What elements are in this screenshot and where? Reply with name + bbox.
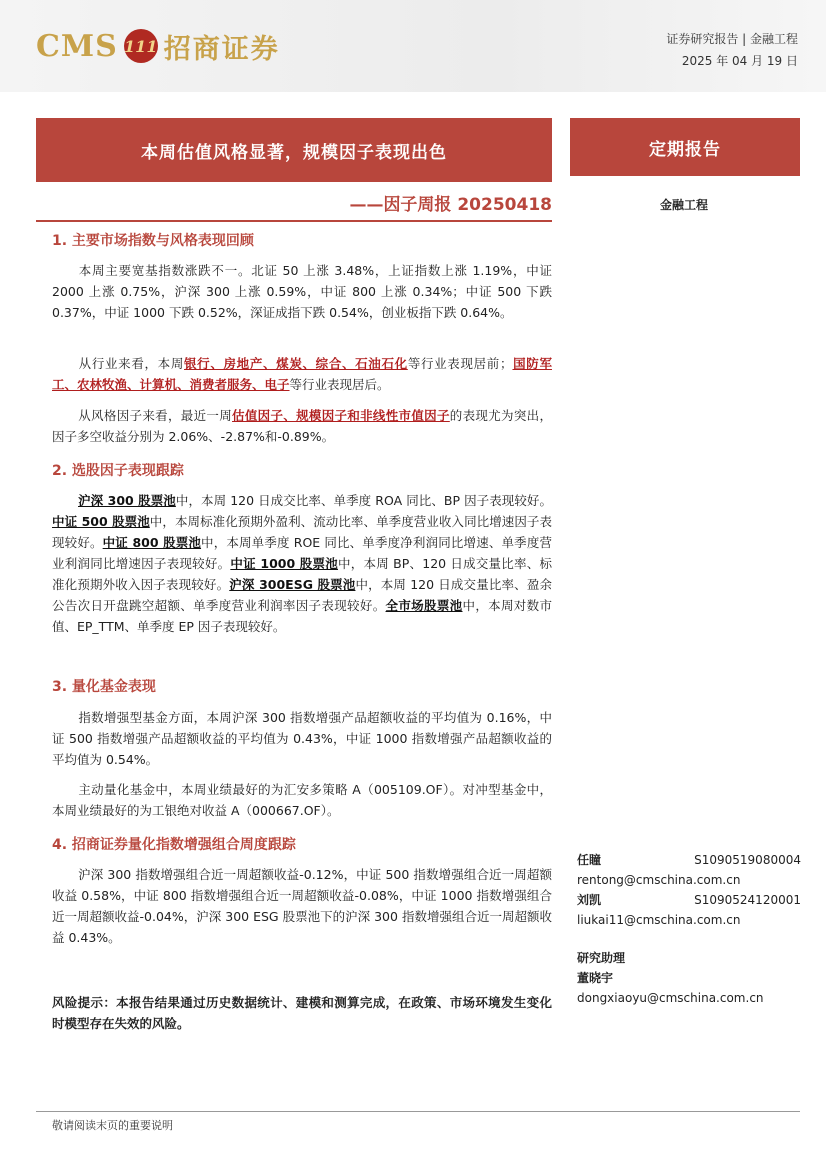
analyst-1-row bbox=[577, 850, 801, 870]
report-date: 2025 年 04 月 19 日 bbox=[681, 54, 798, 68]
assistant-block bbox=[577, 948, 801, 1008]
logo-chinese: 招商证券 bbox=[163, 33, 280, 65]
report-type: 证券研究报告 | 金融工程 bbox=[666, 32, 798, 46]
analyst-1-email[interactable]: rentong@cmschina.com.cn bbox=[577, 873, 741, 887]
section-1-heading: 1. 主要市场指数与风格表现回顾 bbox=[52, 233, 254, 249]
section-3-para-1: 指数增强型基金方面，本周沪深 300 指数增强产品超额收益的平均值为 0.16%，中证 500 指数增强产品超额收益的平均值为 0.43%，中证 1000 指数增强产品超额收益的平均值为 0.54%。 bbox=[52, 710, 552, 767]
analyst-2-row bbox=[577, 890, 801, 910]
logo-badge-icon: 111 bbox=[124, 29, 158, 63]
assistant-label: 研究助理 bbox=[577, 951, 626, 965]
assistant-email[interactable]: dongxiaoyu@cmschina.com.cn bbox=[577, 991, 764, 1005]
section-2-heading: 2. 选股因子表现跟踪 bbox=[52, 463, 184, 479]
section-3-para-2: 主动量化基金中，本周业绩最好的为汇安多策略 A（005109.OF）。对冲型基金中，本周业绩最好的为工银绝对收益 A（000667.OF）。 bbox=[52, 782, 552, 818]
analyst-block bbox=[577, 850, 801, 930]
analyst-1-name: 任瞳 bbox=[577, 853, 602, 867]
company-logo bbox=[36, 26, 280, 66]
section-3-heading: 3. 量化基金表现 bbox=[52, 679, 156, 695]
logo-latin: CMS bbox=[36, 28, 118, 64]
assistant-name: 董晓宇 bbox=[577, 971, 614, 985]
report-tag-banner bbox=[570, 118, 800, 176]
section-4-para: 沪深 300 指数增强组合近一周超额收益-0.12%，中证 500 指数增强组合近一周超额收益 0.58%，中证 800 指数增强组合近一周超额收益-0.08%，中证 1000 指数增强组合近一周超额收益-0.04%，沪深 300 ESG 股票池下的沪深 300 指数增强组合近一周超额收益 0.43%。 bbox=[52, 867, 552, 945]
analyst-2-id: S1090524120001 bbox=[694, 893, 801, 907]
footer-divider bbox=[36, 1111, 800, 1112]
report-tag: 定期报告 bbox=[649, 139, 721, 160]
section-1-para-3: 从风格因子来看，最近一周估值因子、规模因子和非线性市值因子的表现尤为突出，因子多空收益分别为 2.06%、-2.87%和-0.89%。 bbox=[52, 408, 552, 444]
analyst-2-name: 刘凯 bbox=[577, 893, 602, 907]
analyst-2-email[interactable]: liukai11@cmschina.com.cn bbox=[577, 913, 741, 927]
section-4-heading: 4. 招商证券量化指数增强组合周度跟踪 bbox=[52, 837, 296, 853]
section-1-para-1: 本周主要宽基指数涨跌不一。北证 50 上涨 3.48%，上证指数上涨 1.19%，中证 2000 上涨 0.75%，沪深 300 上涨 0.59%，中证 800 上涨 0.34%；中证 500 下跌 0.37%，中证 1000 下跌 0.52%，深证成指下跌 0.54%，创业板指下跌 0.64%。 bbox=[52, 263, 552, 320]
analyst-1-id: S1090519080004 bbox=[694, 853, 801, 867]
report-title: 本周估值风格显著，规模因子表现出色 bbox=[141, 142, 447, 163]
title-divider bbox=[36, 220, 552, 222]
title-banner bbox=[36, 118, 552, 182]
risk-warning: 风险提示：本报告结果通过历史数据统计、建模和测算完成，在政策、市场环境发生变化时模型存在失效的风险。 bbox=[52, 995, 552, 1031]
report-category: 金融工程 bbox=[660, 198, 709, 212]
section-1-para-2: 从行业来看，本周银行、房地产、煤炭、综合、石油石化等行业表现居前；国防军工、农林牧渔、计算机、消费者服务、电子等行业表现居后。 bbox=[52, 356, 552, 392]
report-subtitle: ——因子周报 20250418 bbox=[349, 195, 552, 215]
footer-note: 敬请阅读末页的重要说明 bbox=[52, 1119, 173, 1132]
header-meta bbox=[666, 28, 798, 72]
section-2-para: 沪深 300 股票池中，本周 120 日成交比率、单季度 ROA 同比、BP 因子表现较好。中证 500 股票池中，本周标准化预期外盈利、流动比率、单季度营业收入同比增速因子表现较好。中证 800 股票池中，本周单季度 ROE 同比、单季度净利润同比增速、单季度营业利润同比增速因子表现较好。中证 1000 股票池中，本周 BP、120 日成交量比率、标准化预期外收入因子表现较好。沪深 300ESG 股票池中，本周 120 日成交量比率、盈余公告次日开盘跳空超额、单季度营业利润率因子表现较好。全市场股票池中，本周对数市值、EP_TTM、单季度 EP 因子表现较好。 bbox=[52, 493, 553, 634]
